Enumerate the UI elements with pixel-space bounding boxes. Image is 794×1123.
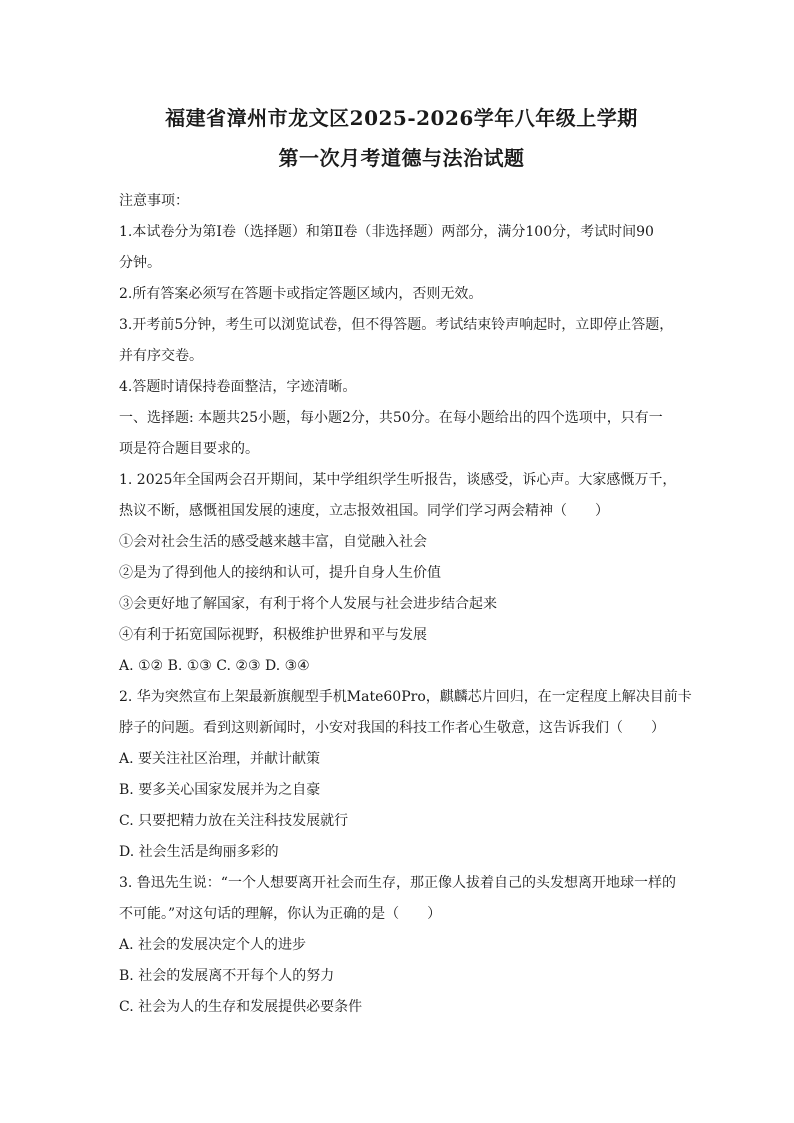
- exam-title-block: [119, 98, 684, 178]
- question-2-stem-line-2: 脖子的问题。看到这则新闻时，小安对我国的科技工作者心生敬意，这告诉我们（ ）: [119, 720, 665, 736]
- question-1-options: A. ①② B. ①③ C. ②③ D. ③④: [119, 658, 310, 674]
- question-2-stem-line-1: 2. 华为突然宣布上架最新旗舰型手机Mate60Pro，麒麟芯片回归，在一定程度上解决目前卡: [119, 689, 692, 705]
- section-1-heading: [119, 403, 684, 465]
- notice-item-2: 2.所有答案必须写在答题卡或指定答题区域内，否则无效。: [119, 286, 483, 302]
- question-3-stem-line-1: 3. 鲁迅先生说：“一个人想要离开社会而生存，那正像人拔着自己的头发想离开地球一样的: [119, 875, 676, 891]
- question-3-option-a: A. 社会的发展决定个人的进步: [119, 937, 307, 953]
- question-2-option-a: A. 要关注社区治理，并献计献策: [119, 751, 321, 767]
- notice-item-1-line-2: 分钟。: [119, 255, 161, 271]
- question-2: [119, 682, 692, 868]
- question-1-stem-line-2: 热议不断，感慨祖国发展的速度，立志报效祖国。同学们学习两会精神（ ）: [119, 503, 609, 519]
- section-1-heading-line-2: 项是符合题目要求的。: [119, 441, 259, 457]
- notice-item-1-line-1: 1.本试卷分为第Ⅰ卷（选择题）和第Ⅱ卷（非选择题）两部分，满分100分，考试时间90: [119, 224, 654, 240]
- question-2-option-b: B. 要多关心国家发展并为之自豪: [119, 782, 321, 798]
- question-1-stem-line-1: 1. 2025年全国两会召开期间，某中学组织学生听报告，谈感受，诉心声。大家感慨万千，: [119, 472, 677, 488]
- question-2-option-c: C. 只要把精力放在关注科技发展就行: [119, 813, 349, 829]
- notice-item-4: 4.答题时请保持卷面整洁，字迹清晰。: [119, 379, 357, 395]
- question-1: [119, 465, 684, 682]
- question-3: [119, 868, 684, 1023]
- question-1-statement-2: ②是为了得到他人的接纳和认可，提升自身人生价值: [119, 565, 441, 581]
- question-3-stem-line-2: 不可能。”对这句话的理解，你认为正确的是（ ）: [119, 906, 442, 922]
- notice-section: [119, 186, 684, 403]
- notice-heading: 注意事项：: [119, 193, 189, 209]
- exam-title-line-1: 福建省漳州市龙文区2025-2026学年八年级上学期: [165, 106, 638, 130]
- exam-title-line-2: 第一次月考道德与法治试题: [278, 146, 525, 170]
- question-1-statement-1: ①会对社会生活的感受越来越丰富，自觉融入社会: [119, 534, 427, 550]
- question-3-option-b: B. 社会的发展离不开每个人的努力: [119, 968, 335, 984]
- question-3-option-c: C. 社会为人的生存和发展提供必要条件: [119, 999, 363, 1015]
- question-1-statement-3: ③会更好地了解国家，有利于将个人发展与社会进步结合起来: [119, 596, 497, 612]
- notice-item-3-line-2: 并有序交卷。: [119, 348, 203, 364]
- section-1-heading-line-1: 一、选择题: 本题共25小题，每小题2分，共50分。在每小题给出的四个选项中，只有一: [119, 410, 663, 426]
- notice-item-3-line-1: 3.开考前5分钟，考生可以浏览试卷，但不得答题。考试结束铃声响起时，立即停止答题，: [119, 317, 674, 333]
- question-1-statement-4: ④有利于拓宽国际视野，积极维护世界和平与发展: [119, 627, 427, 643]
- question-2-option-d: D. 社会生活是绚丽多彩的: [119, 844, 279, 860]
